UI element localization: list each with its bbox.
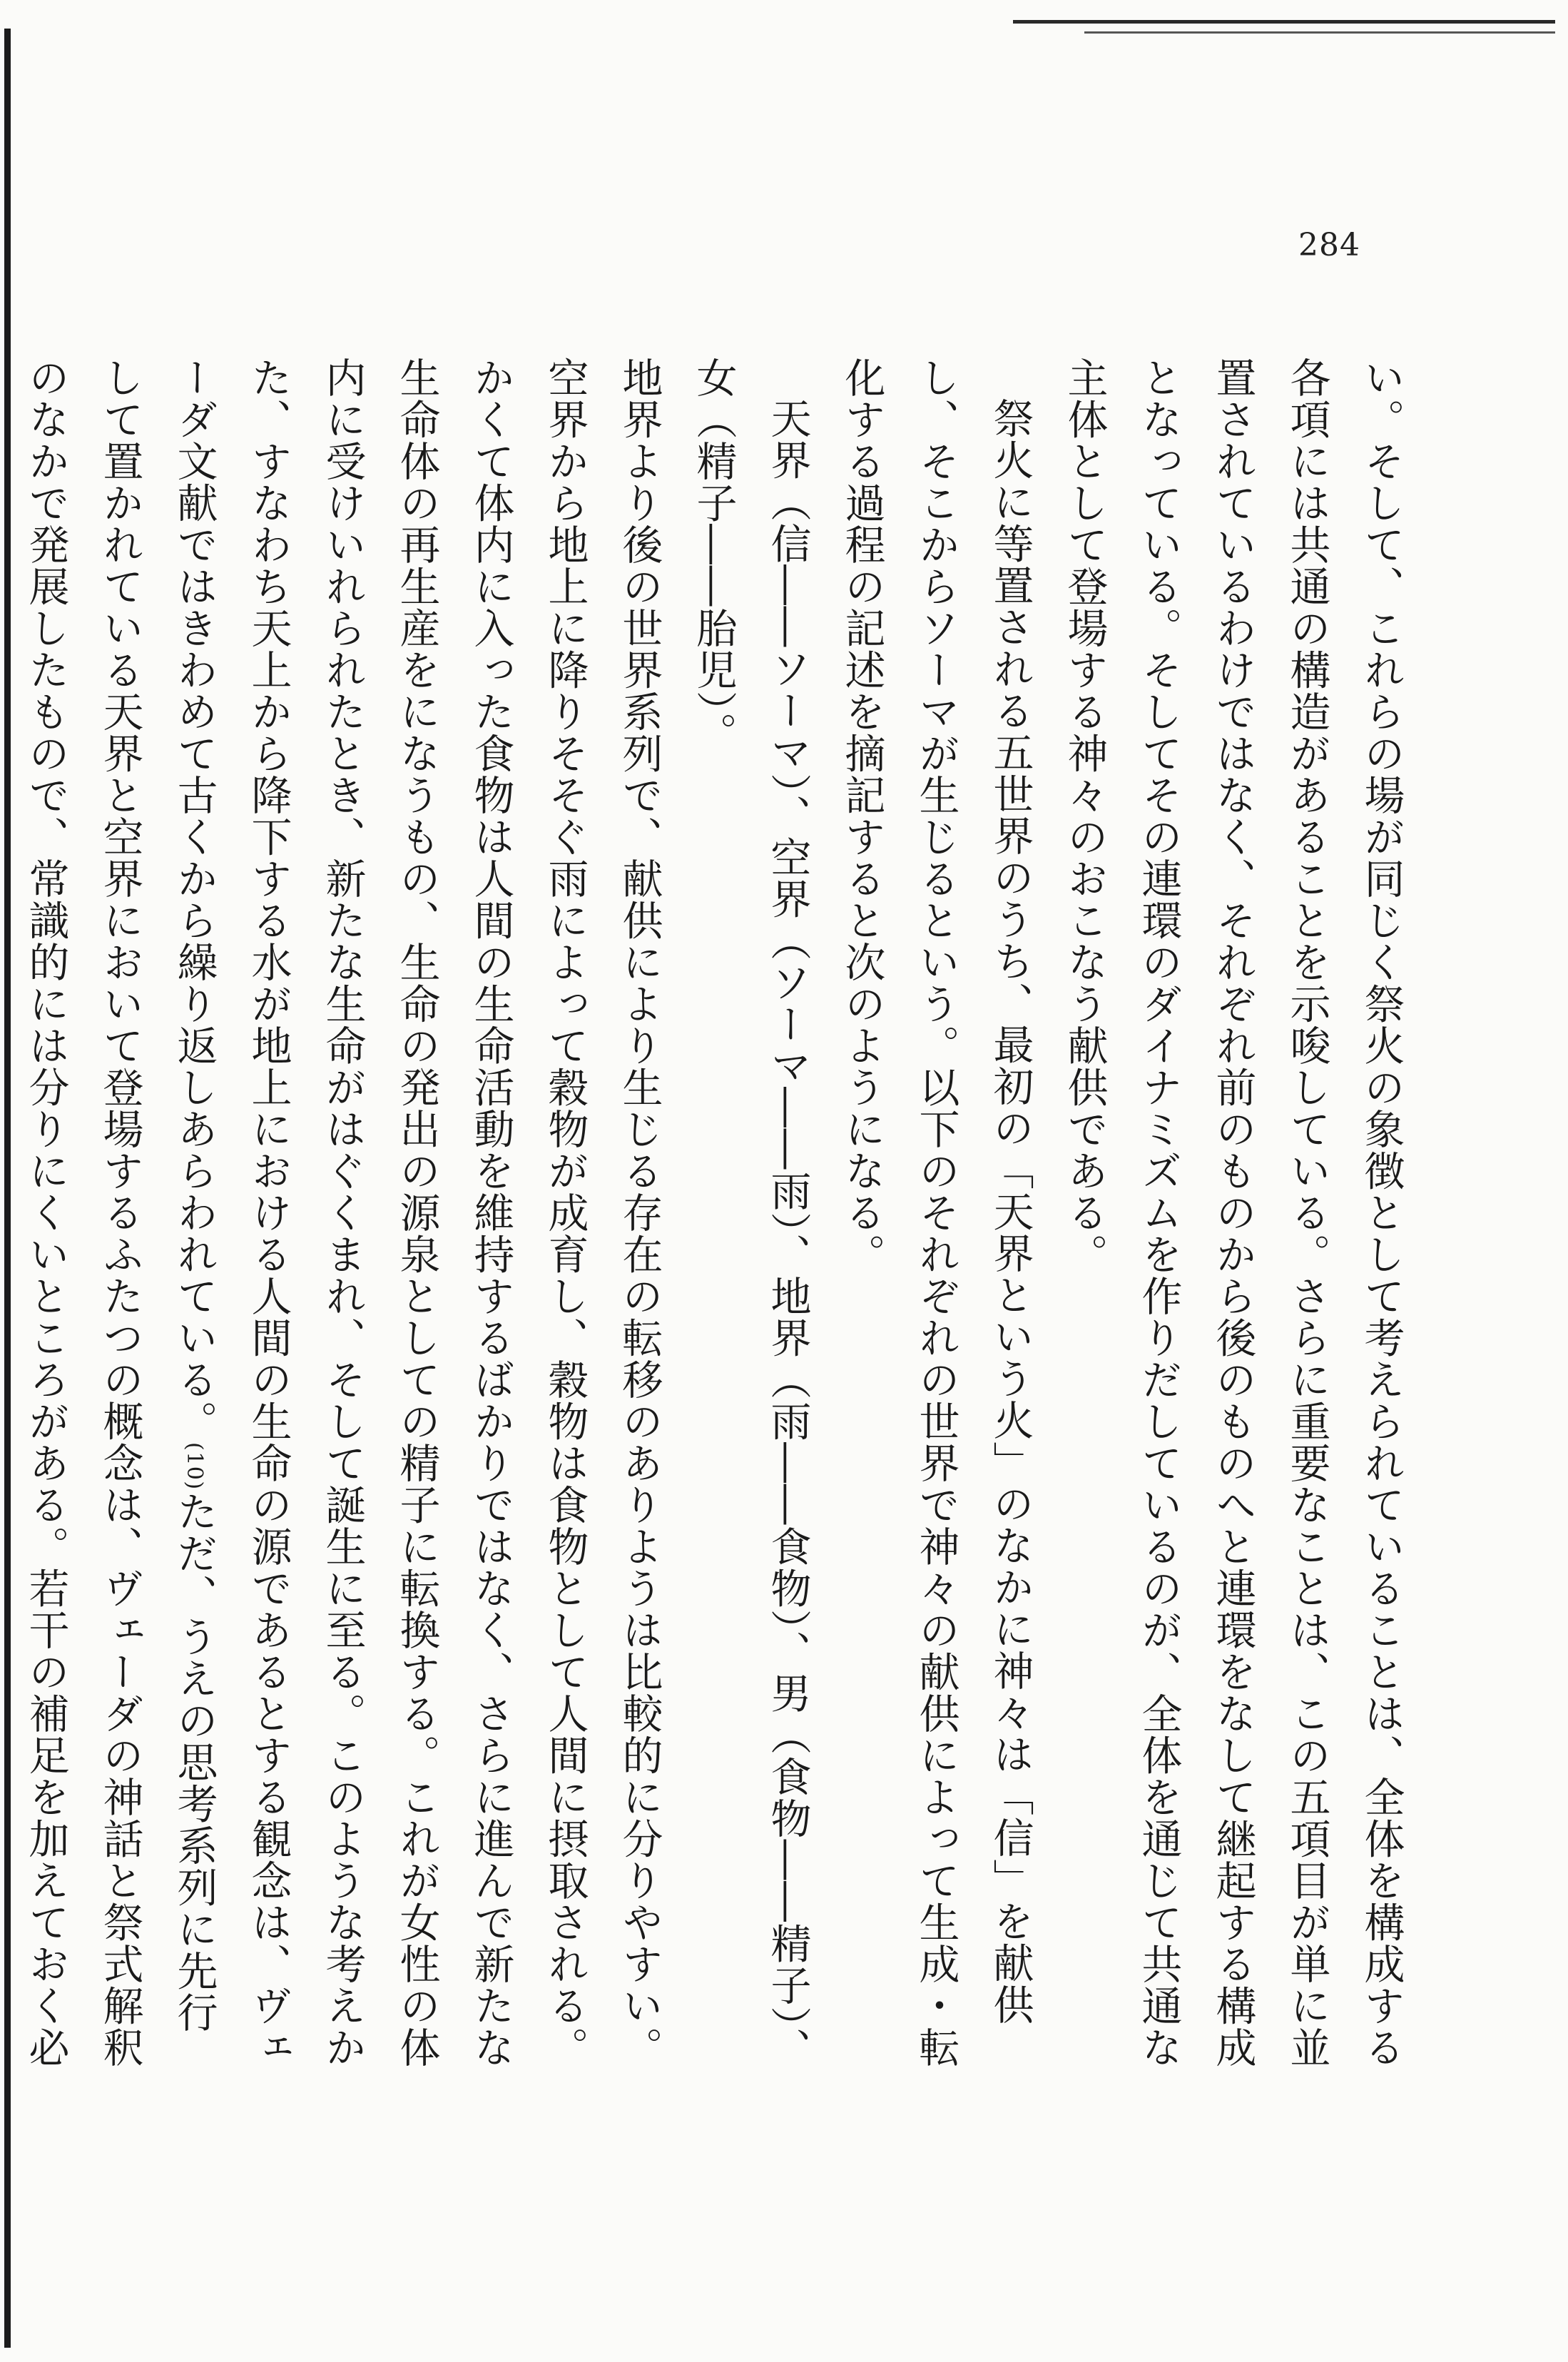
paragraph-earth-series-main: 地界より後の世界系列で、献供により生じる存在の転移のありようは比較的に分りやすい。空界から地上に降りそそぐ雨によって穀物が成育し、穀物は食物として人間に摂取される。かくて体内に入った食物は人間の生命活動を維持するばかりではなく、さらに進んで新たな生命体の再生産をになうもの、生命の発出の源泉としての精子に転換する。これが女性の体内に受けいれられたとき、新たな生命がはぐくまれ、そして誕生に至る。このような考えかた、すなわち天上から降下する水が地上における人間の生命の源であるとする観念は、ヴェーダ文献ではきわめて古くから繰り返しあらわれている。 [170, 357, 663, 2069]
footnote-reference[interactable]: (10) [182, 1442, 207, 1491]
page-number: 284 [1298, 227, 1360, 263]
paragraph-earth-series [0, 357, 676, 2069]
body-text [22, 357, 1418, 2069]
paragraph-five-worlds: 祭火に等置される五世界のうち、最初の「天界という火」のなかに神々は「信」を献供し、そこからソーマが生じるという。以下のそれぞれの世界で神々の献供によって生成・転化する過程の記述を摘記すると次のようになる。 [838, 357, 1034, 2069]
paragraph-continued: い。そして、これらの場が同じく祭火の象徴として考えられていることは、全体を構成する各項には共通の構造があることを示唆している。さらに重要なことは、この五項目が単に並置されているわけではなく、それぞれ前のものから後のものへと連環をなして継起する構成となっている。そしてその連環のダイナミズムを作りだしているのが、全体を通じて共通な主体として登場する神々のおこなう献供である。 [1061, 357, 1405, 2069]
transformation-formula: 天界（信――ソーマ）、空界（ソーマ――雨）、地界（雨――食物）、男（食物――精子）、女（精子――胎児）。 [690, 357, 811, 2069]
paragraph-earth-series-tail: ただ、うえの思考系列に先行して置かれている天界と空界において登場するふたつの概念は、ヴェーダの神話と祭式解釈のなかで発展したもので、常識的には分りにくいところがある。若干の補足を加えておく必 [22, 357, 218, 2069]
header-rule [1013, 20, 1555, 24]
header-rule-secondary [1084, 31, 1555, 34]
